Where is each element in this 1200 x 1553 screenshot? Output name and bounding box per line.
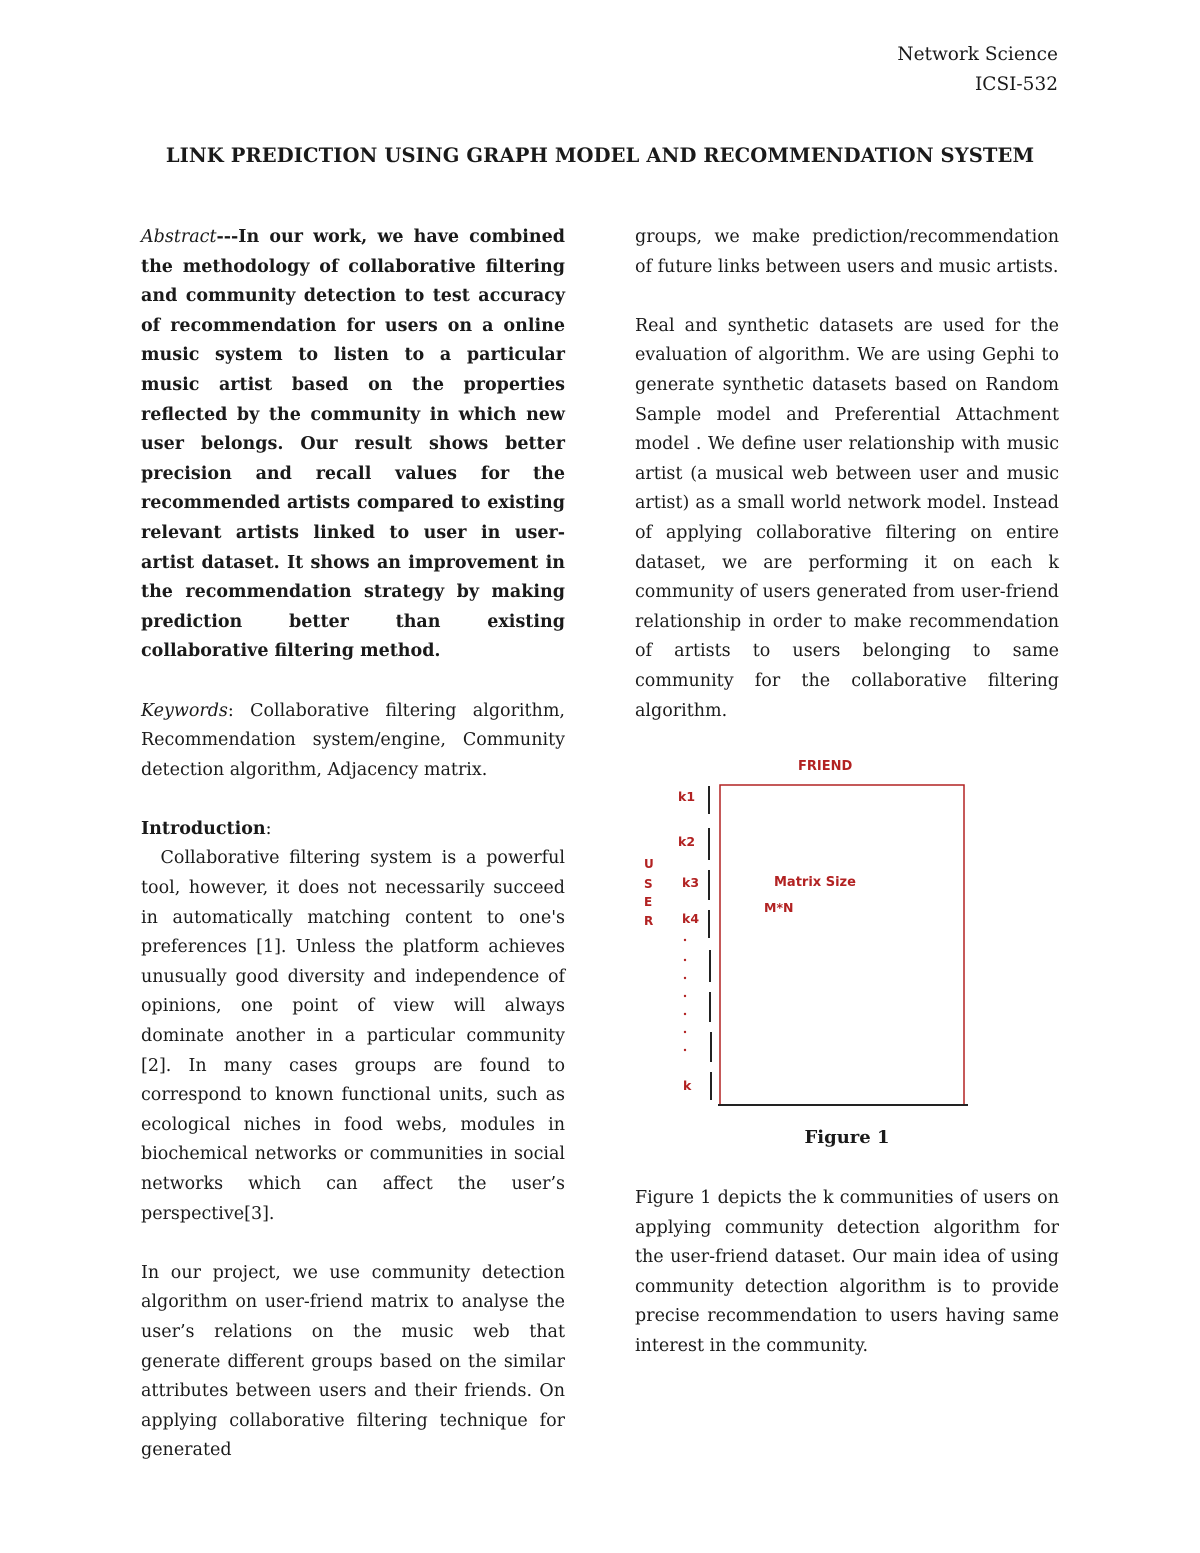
introduction-paragraph-1: Collaborative filtering system is a powerful tool, however, it does not necessarily succeed in automatically matching content to one's preferences [1]. Unless the platform achieves unusually good diversity and independence of opinions, one point of view will always dominate another in a particular community [2]. In many cases groups are found to correspond to known functional units, such as ecological niches in food webs, modules in biochemical networks or communities in social networks which can affect the user’s perspective[3]. xyxy=(141,848,565,1224)
row-label-k4: k4 xyxy=(682,911,700,926)
keywords xyxy=(141,697,565,786)
right-paragraph-2: Real and synthetic datasets are used for the evaluation of algorithm. We are using Gephi to generate synthetic datasets based on Random Sample model and Preferential Attachment model . We define user relationship with music artist (a musical web between user and music artist) as a small world network model. Instead of applying collaborative filtering on entire dataset, we are performing it on each k community of users generated from user-friend relationship in order to make recommendation of artists to users belonging to same community for the collaborative filtering algorithm. xyxy=(635,315,1059,721)
abstract-dashes: --- xyxy=(216,227,239,247)
introduction-paragraph-2: In our project, we use community detection algorithm on user-friend matrix to analyse the user’s relations on the music web that generate different groups based on the similar attributes between users and their friends. On applying collaborative filtering technique for generated xyxy=(141,1262,565,1461)
keywords-label: Keywords xyxy=(141,700,228,721)
introduction-colon: : xyxy=(265,818,272,839)
right-paragraph-1: groups, we make prediction/recommendation of future links between users and music artists. xyxy=(635,227,1059,277)
community-brackets xyxy=(709,786,711,1100)
right-paragraph-3: Figure 1 depicts the k communities of users on applying community detection algorithm for the user-friend dataset. Our main idea of using community detection algorithm is to provide precise recommendation to users having same interest in the community. xyxy=(635,1188,1059,1356)
figure-1-diagram xyxy=(630,750,990,1120)
keywords-text: : Collaborative filtering algorithm, Recommendation system/engine, Community detection algorithm, Adjacency matrix. xyxy=(141,700,565,780)
figure-1 xyxy=(630,750,990,1120)
course-name: Network Science xyxy=(897,44,1058,65)
matrix-size-label: Matrix Size xyxy=(774,875,856,890)
user-letter-r: R xyxy=(644,914,654,928)
paper-title: LINK PREDICTION USING GRAPH MODEL AND RECOMMENDATION SYSTEM xyxy=(165,144,1035,167)
matrix-rectangle xyxy=(720,785,964,1105)
ellipsis-dots xyxy=(684,939,686,1051)
user-letter-s: S xyxy=(644,877,653,891)
right-column-lower xyxy=(635,1184,1059,1362)
introduction-heading-line xyxy=(141,815,565,845)
abstract-label: Abstract xyxy=(141,227,217,247)
friend-label: FRIEND xyxy=(798,759,853,774)
abstract-text: In our work, we have combined the methodology of collaborative filtering and community detection to test accuracy of recommendation for users on a online music system to listen to a particular music artist based on the properties reflected by the community in which new user belongs. Our result shows better precision and recall values for the recommended artists compared to existing relevant artists linked to user in user-artist dataset. It shows an improvement in the recommendation strategy by making prediction better than existing collaborative filtering method. xyxy=(141,227,565,662)
matrix-dimension-label: M*N xyxy=(764,900,794,915)
introduction-heading: Introduction xyxy=(141,818,266,839)
row-label-k3: k3 xyxy=(682,875,700,890)
abstract xyxy=(141,223,565,667)
right-column xyxy=(635,223,1059,726)
page-header xyxy=(897,40,1058,100)
left-column xyxy=(141,223,565,1466)
row-label-k2: k2 xyxy=(678,834,696,849)
user-letter-e: E xyxy=(644,895,653,909)
course-code: ICSI-532 xyxy=(974,74,1058,95)
row-label-k: k xyxy=(683,1078,692,1093)
user-letter-u: U xyxy=(644,857,654,871)
row-label-k1: k1 xyxy=(678,789,696,804)
figure-1-caption: Figure 1 xyxy=(804,1127,890,1148)
